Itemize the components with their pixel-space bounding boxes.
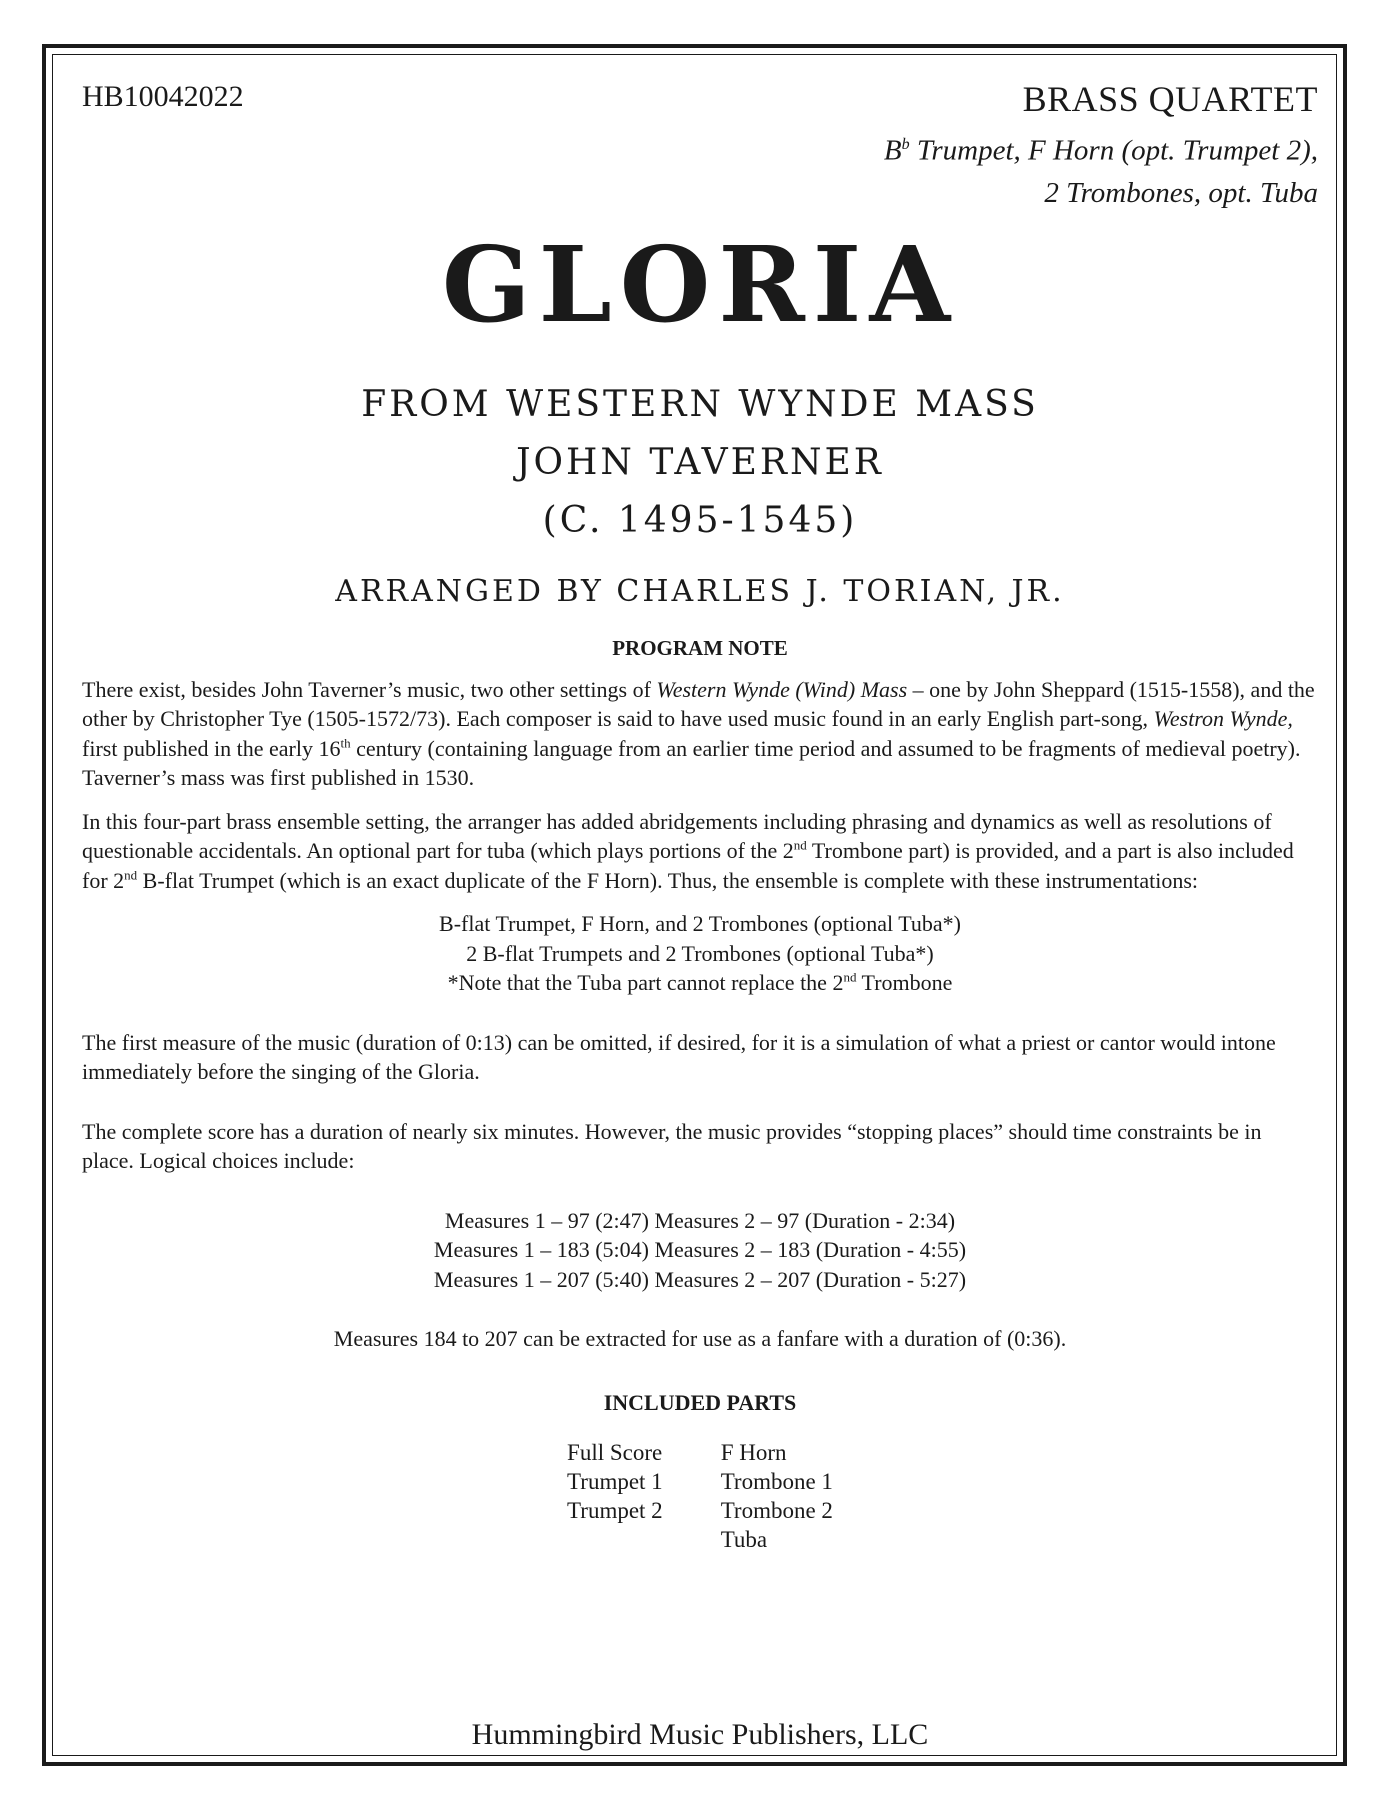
part-item: Trumpet 2 — [567, 1497, 663, 1523]
instrumentation-options — [82, 909, 1318, 998]
parts-column-2 — [721, 1438, 833, 1554]
program-note-heading: PROGRAM NOTE — [612, 635, 788, 660]
included-parts-list — [82, 1438, 1318, 1554]
instrumentation-line-1-text: Trumpet, F Horn (opt. Trumpet 2), — [909, 134, 1318, 167]
header — [82, 70, 1318, 120]
subtitle-mass: FROM WESTERN WYNDE MASS — [361, 383, 1039, 425]
catalog-number: HB10042022 — [82, 80, 244, 113]
part-item: F Horn — [720, 1439, 787, 1465]
stopping-place-1: Measures 1 – 97 (2:47) Measures 2 – 97 (Duration - 2:34) — [444, 1207, 956, 1233]
program-note-paragraph-4: The complete score has a duration of nearly six minutes. However, the music provides “stopping places” should time constraints be in place. Logical choices include: — [82, 1118, 1262, 1174]
subtitle-composer: JOHN TAVERNER — [516, 441, 884, 483]
instrumentation-b: B — [883, 134, 902, 167]
instrumentation-line-1 — [82, 124, 1318, 172]
parts-column-1 — [567, 1438, 663, 1554]
page-content — [82, 70, 1318, 1750]
genre-label: BRASS QUARTET — [1022, 79, 1318, 119]
publisher-name: Hummingbird Music Publishers, LLC — [471, 1718, 929, 1751]
subtitle-dates: (C. 1495-1545) — [542, 499, 858, 541]
part-item: Trumpet 1 — [567, 1468, 663, 1494]
stopping-place-2: Measures 1 – 183 (5:04) Measures 2 – 183 (Duration - 4:55) — [433, 1237, 967, 1263]
stopping-places — [82, 1206, 1318, 1295]
program-note-paragraph-3: The first measure of the music (duration of 0:13) can be omitted, if desired, for it is a simulation of what a priest or cantor would intone immediately before the singing of the Gloria. — [82, 1029, 1276, 1085]
part-item: Tuba — [720, 1526, 768, 1552]
instrumentation-option-1: B-flat Trumpet, F Horn, and 2 Trombones (optional Tuba*) — [439, 911, 961, 937]
fanfare-note: Measures 184 to 207 can be extracted for use as a fanfare with a duration of (0:36). — [333, 1326, 1067, 1352]
tuba-note: *Note that the Tuba part cannot replace the 2nd Trombone — [447, 969, 953, 996]
part-item: Full Score — [567, 1439, 663, 1465]
arranger-credit: ARRANGED BY CHARLES J. TORIAN, JR. — [335, 573, 1065, 609]
part-item: Trombone 2 — [720, 1497, 833, 1523]
included-parts-heading: INCLUDED PARTS — [603, 1389, 797, 1415]
instrumentation-option-2: 2 B-flat Trumpets and 2 Trombones (optional Tuba*) — [466, 940, 934, 966]
program-note-paragraph-2: In this four-part brass ensemble setting, the arranger has added abridgements including phrasing and dynamics as well as resolutions of questionable accidentals. An optional part for tuba (which plays portions of the 2nd Trombone part) is provided, and a part is also included for 2nd B-flat Trumpet (which is an exact duplicate of the F Horn). Thus, the ensemble is complete with these instrumentations: — [82, 808, 1294, 893]
instrumentation — [82, 124, 1318, 214]
instrumentation-line-2: 2 Trombones, opt. Tuba — [1044, 176, 1318, 209]
page-title: GLORIA — [441, 222, 959, 346]
part-item: Trombone 1 — [720, 1468, 833, 1494]
program-note-paragraph-1: There exist, besides John Taverner’s music, two other settings of Western Wynde (Wind) Mass – one by John Sheppard (1515-1558), and the other by Christopher Tye (1505-1572/73). Each composer is said to have used music found in an early English part-song, Westron Wynde, first published in the early 16th century (containing language from an earlier time period and assumed to be fragments of medieval poetry). Taverner’s mass was first published in 1530. — [82, 676, 1315, 791]
stopping-place-3: Measures 1 – 207 (5:40) Measures 2 – 207 (Duration - 5:27) — [433, 1266, 967, 1292]
instrumentation-flat: b — [901, 136, 910, 153]
